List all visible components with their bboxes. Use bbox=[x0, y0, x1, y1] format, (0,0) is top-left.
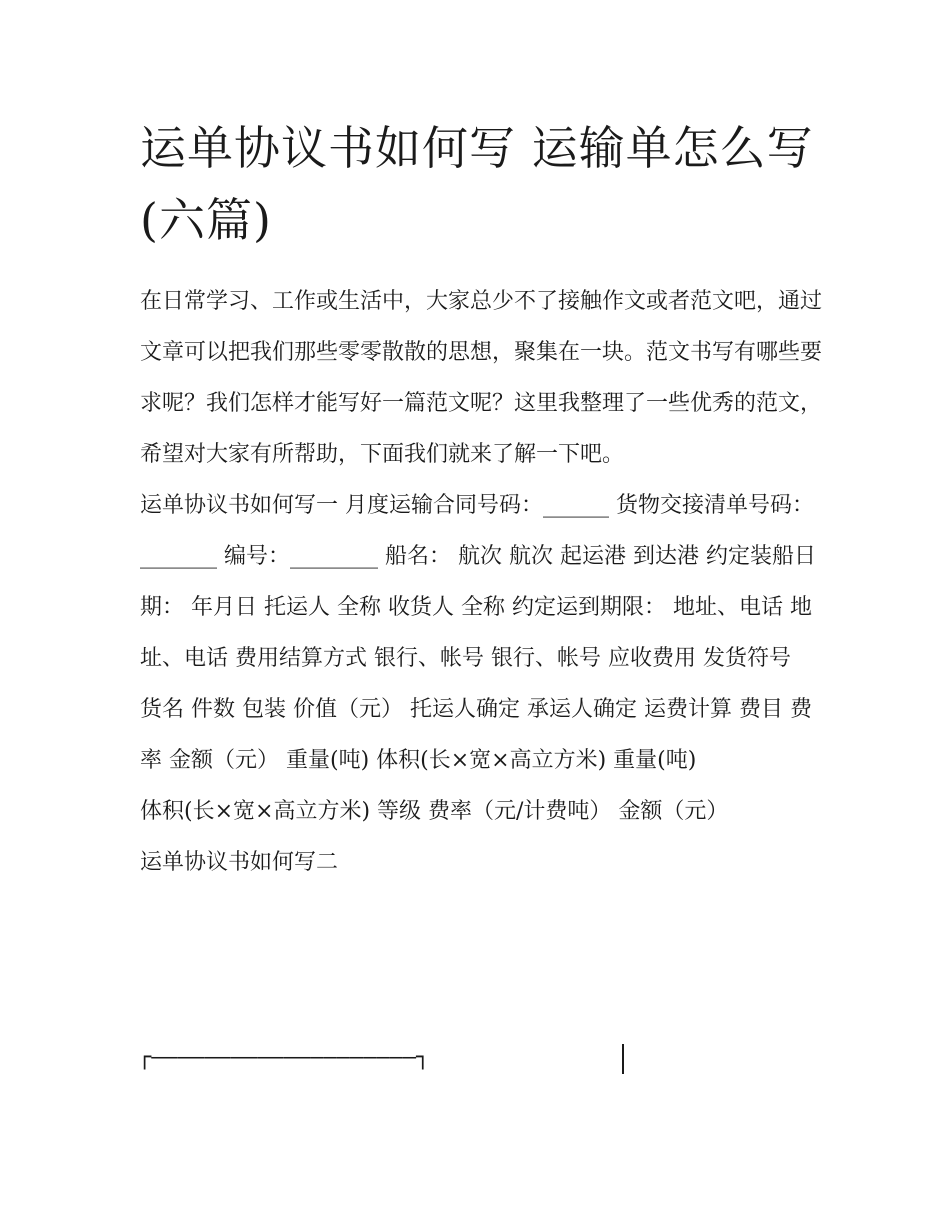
section-two-paragraph: 货名 件数 包装 价值（元） 托运人确定 承运人确定 运费计算 费目 费率 金额（元） 重量(吨) 体积(长×宽×高立方米) 重量(吨) bbox=[140, 697, 812, 773]
section-one-paragraph: 运单协议书如何写一 月度运输合同号码：______ 货物交接清单号码：_______ 编号：________ 船名： 航次 航次 起运港 到达港 约定装船日期： 年月日 托运人 全称 收货人 全称 约定运到期限： 地址、电话 地址、电话 费用结算方式 银行、帐号 银行、帐号 应收费用 发货符号 bbox=[140, 493, 816, 671]
section-four-heading: 运单协议书如何写二 bbox=[140, 850, 339, 875]
vertical-rule bbox=[622, 1044, 624, 1074]
section-three-paragraph: 体积(长×宽×高立方米) 等级 费率（元/计费吨） 金额（元） bbox=[140, 799, 729, 824]
intro-paragraph: 在日常学习、工作或生活中，大家总少不了接触作文或者范文吧，通过文章可以把我们那些零零散散的思想，聚集在一块。范文书写有哪些要求呢？我们怎样才能写好一篇范文呢？这里我整理了一些优秀的范文，希望对大家有所帮助，下面我们就来了解一下吧。 bbox=[140, 289, 823, 467]
box-top-border: ┌‒‒‒‒‒‒‒‒‒‒‒‒‒‒‒‒‒‒‒‒┐ bbox=[138, 1045, 430, 1070]
document-body bbox=[140, 276, 830, 888]
document-title: 运单协议书如何写 运输单怎么写(六篇) bbox=[140, 121, 814, 247]
